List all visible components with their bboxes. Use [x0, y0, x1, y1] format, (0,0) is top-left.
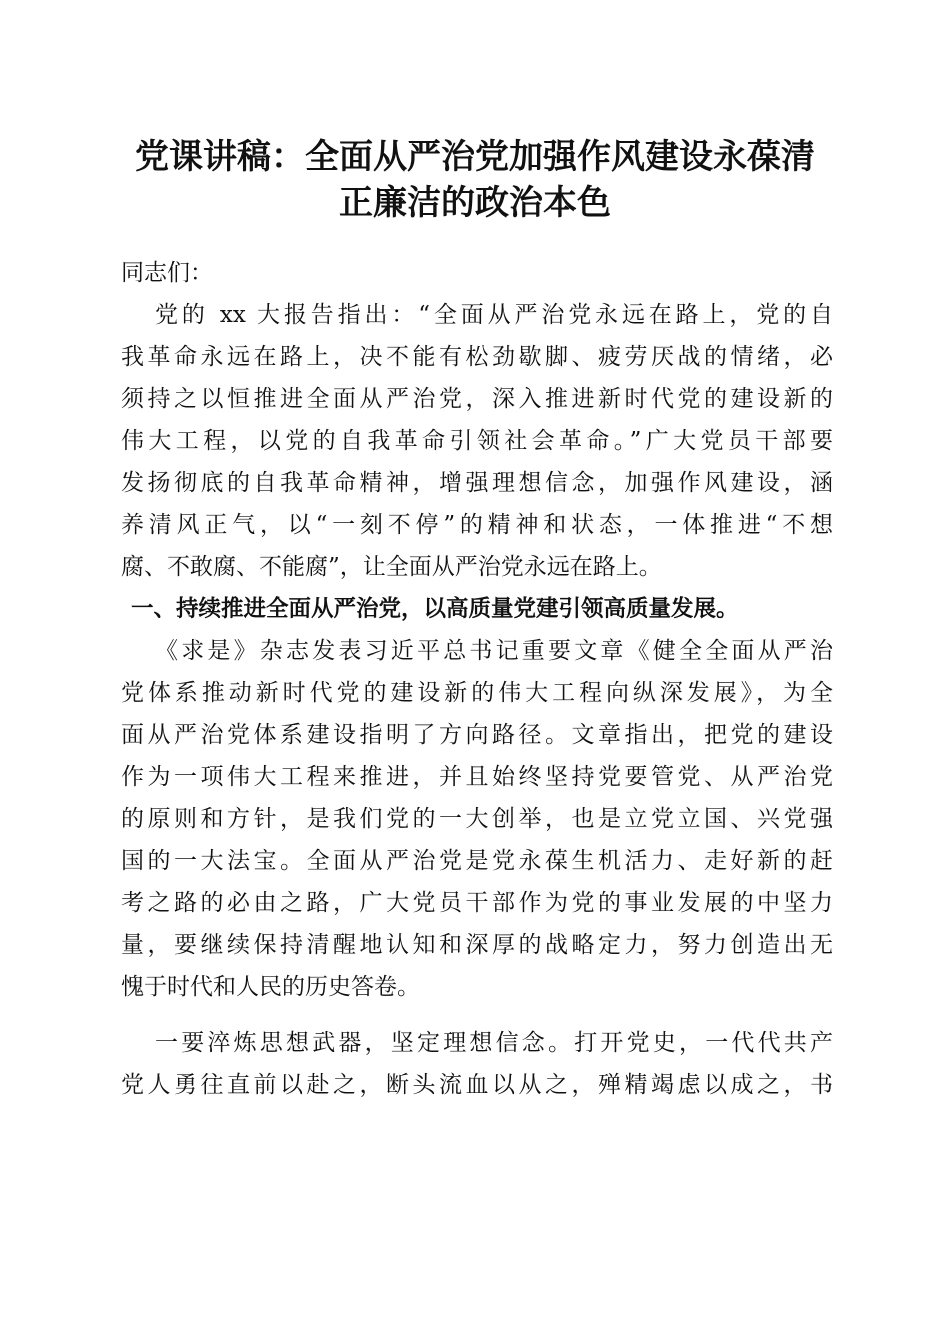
paragraph-line: 须持之以恒推进全面从严治党，深入推进新时代党的建设新的 — [121, 386, 833, 412]
paragraph-line: 量，要继续保持清醒地认知和深厚的战略定力，努力创造出无 — [121, 932, 833, 958]
paragraph-line: 考之路的必由之路，广大党员干部作为党的事业发展的中坚力 — [121, 890, 833, 916]
title-line-2: 正廉洁的政治本色 — [339, 183, 611, 223]
paragraph-gap — [121, 1008, 833, 1022]
paragraph-line: 《求是》杂志发表习近平总书记重要文章《健全全面从严治 — [155, 638, 833, 664]
paragraph-line: 的原则和方针，是我们党的一大创举，也是立党立国、兴党强 — [121, 806, 833, 832]
paragraph-line: 养清风正气，以“一刻不停”的精神和状态，一体推进“不想 — [121, 512, 833, 538]
paragraph-line: 党体系推动新时代党的建设新的伟大工程向纵深发展》，为全 — [121, 680, 833, 706]
paragraph-line: 我革命永远在路上，决不能有松劲歇脚、疲劳厌战的情绪，必 — [121, 344, 833, 370]
paragraph-line: 党人勇往直前以赴之，断头流血以从之，殚精竭虑以成之，书 — [121, 1072, 833, 1098]
section-heading-1: 一、持续推进全面从严治党，以高质量党建引领高质量发展。 — [131, 596, 739, 622]
paragraph-line: 作为一项伟大工程来推进，并且始终坚持党要管党、从严治党 — [121, 764, 833, 790]
paragraph-line: 一要淬炼思想武器，坚定理想信念。打开党史，一代代共产 — [155, 1030, 833, 1056]
paragraph-line: 国的一大法宝。全面从严治党是党永葆生机活力、走好新的赶 — [121, 848, 833, 874]
paragraph-line: 发扬彻底的自我革命精神，增强理想信念，加强作风建设，涵 — [121, 470, 833, 496]
paragraph-1 — [121, 294, 833, 588]
salutation: 同志们： — [121, 260, 213, 286]
paragraph-line: 腐、不敢腐、不能腐”，让全面从严治党永远在路上。 — [121, 554, 662, 580]
document-body — [121, 252, 833, 1106]
paragraph-line: 愧于时代和人民的历史答卷。 — [121, 974, 420, 1000]
title-line-1: 党课讲稿：全面从严治党加强作风建设永葆清 — [135, 137, 815, 177]
paragraph-3 — [121, 1022, 833, 1106]
paragraph-line: 伟大工程，以党的自我革命引领社会革命。”广大党员干部要 — [121, 428, 833, 454]
paragraph-line: 面从严治党体系建设指明了方向路径。文章指出，把党的建设 — [121, 722, 833, 748]
paragraph-line: 党的 xx 大报告指出：“全面从严治党永远在路上，党的自 — [155, 302, 833, 328]
paragraph-2 — [121, 630, 833, 1008]
document-title — [110, 134, 840, 226]
